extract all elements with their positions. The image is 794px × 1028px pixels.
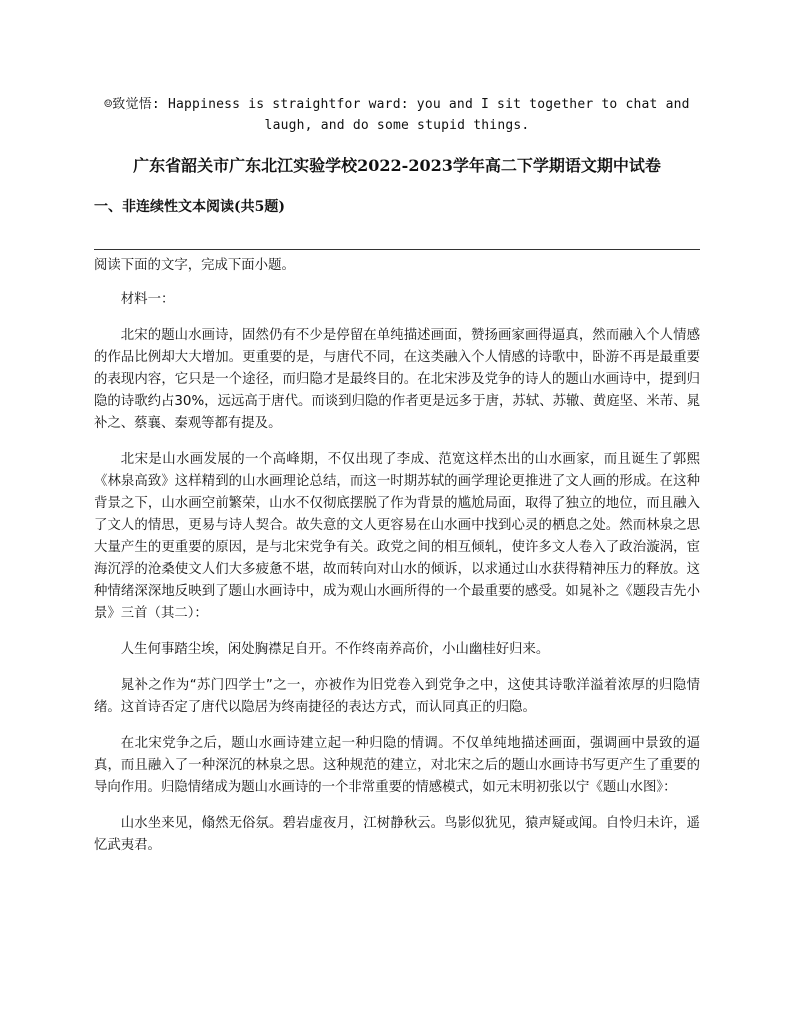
poem-quote: 人生何事踏尘埃，闲处胸襟足自开。不作终南养高价，小山幽桂好归来。 bbox=[120, 642, 550, 657]
motto-header: ☺致觉悟: Happiness is straightfor ward: you and I sit together to chat and laugh, and do some stupid things. bbox=[104, 97, 690, 133]
passage-paragraph: 在北宋党争之后，题山水画诗建立起一种归隐的情调。不仅单纯地描述画面，强调画中景致的逼真，而且融入了一种深沉的林泉之思。这种规范的建立，对北宋之后的题山水画诗书写更产生了重要的导向作用。归隐情绪成为题山水画诗的一个非常重要的情感模式，如元末明初张以宁《题山水图》： bbox=[94, 736, 700, 795]
exam-title: 广东省韶关市广东北江实验学校2022-2023学年高二下学期语文期中试卷 bbox=[133, 156, 661, 175]
material-label: 材料一： bbox=[120, 292, 175, 307]
passage-paragraph: 晁补之作为“苏门四学士”之一，亦被作为旧党卷入到党争之中，这使其诗歌洋溢着浓厚的归隐情绪。这首诗否定了唐代以隐居为终南捷径的表达方式，而认同真正的归隐。 bbox=[94, 678, 700, 715]
poem-quote: 山水坐来见，翛然无俗氛。碧岩虚夜月，江树静秋云。鸟影似犹见，猿声疑或闻。自怜归未许，遥忆武夷君。 bbox=[94, 816, 700, 853]
section-heading: 一、非连续性文本阅读(共5题) bbox=[94, 199, 285, 215]
instruction-text: 阅读下面的文字，完成下面小题。 bbox=[94, 258, 295, 273]
passage-paragraph: 北宋是山水画发展的一个高峰期，不仅出现了李成、范宽这样杰出的山水画家，而且诞生了郭熙《林泉高致》这样精到的山水画理论总结，而这一时期苏轼的画学理论更推进了文人画的形成。在这种背景之下，山水画空前繁荣，山水不仅彻底摆脱了作为背景的尴尬局面，取得了独立的地位，而且融入了文人的情思，更易与诗人契合。故失意的文人更容易在山水画中找到心灵的栖息之处。然而林泉之思大量产生的更重要的原因，是与北宋党争有关。政党之间的相互倾轧，使许多文人卷入了政治漩涡，宦海沉浮的沧桑使文人们大多疲惫不堪，故而转向对山水的倾诉，以求通过山水获得精神压力的释放。这种情绪深深地反映到了题山水画诗中，成为观山水画所得的一个最重要的感受。如晁补之《题段吉先小景》三首（其二）： bbox=[94, 452, 700, 621]
divider-line bbox=[94, 249, 700, 250]
passage-paragraph: 北宋的题山水画诗，固然仍有不少是停留在单纯描述画面，赞扬画家画得逼真，然而融入个人情感的作品比例却大大增加。更重要的是，与唐代不同，在这类融入个人情感的诗歌中，卧游不再是最重要的表现内容，它只是一个途径，而归隐才是最终目的。在北宋涉及党争的诗人的题山水画诗中，提到归隐的诗歌约占30%，远远高于唐代。而谈到归隐的作者更是远多于唐，苏轼、苏辙、黄庭坚、米芾、晁补之、蔡襄、秦观等都有提及。 bbox=[94, 328, 700, 431]
reading-passage bbox=[94, 255, 700, 871]
